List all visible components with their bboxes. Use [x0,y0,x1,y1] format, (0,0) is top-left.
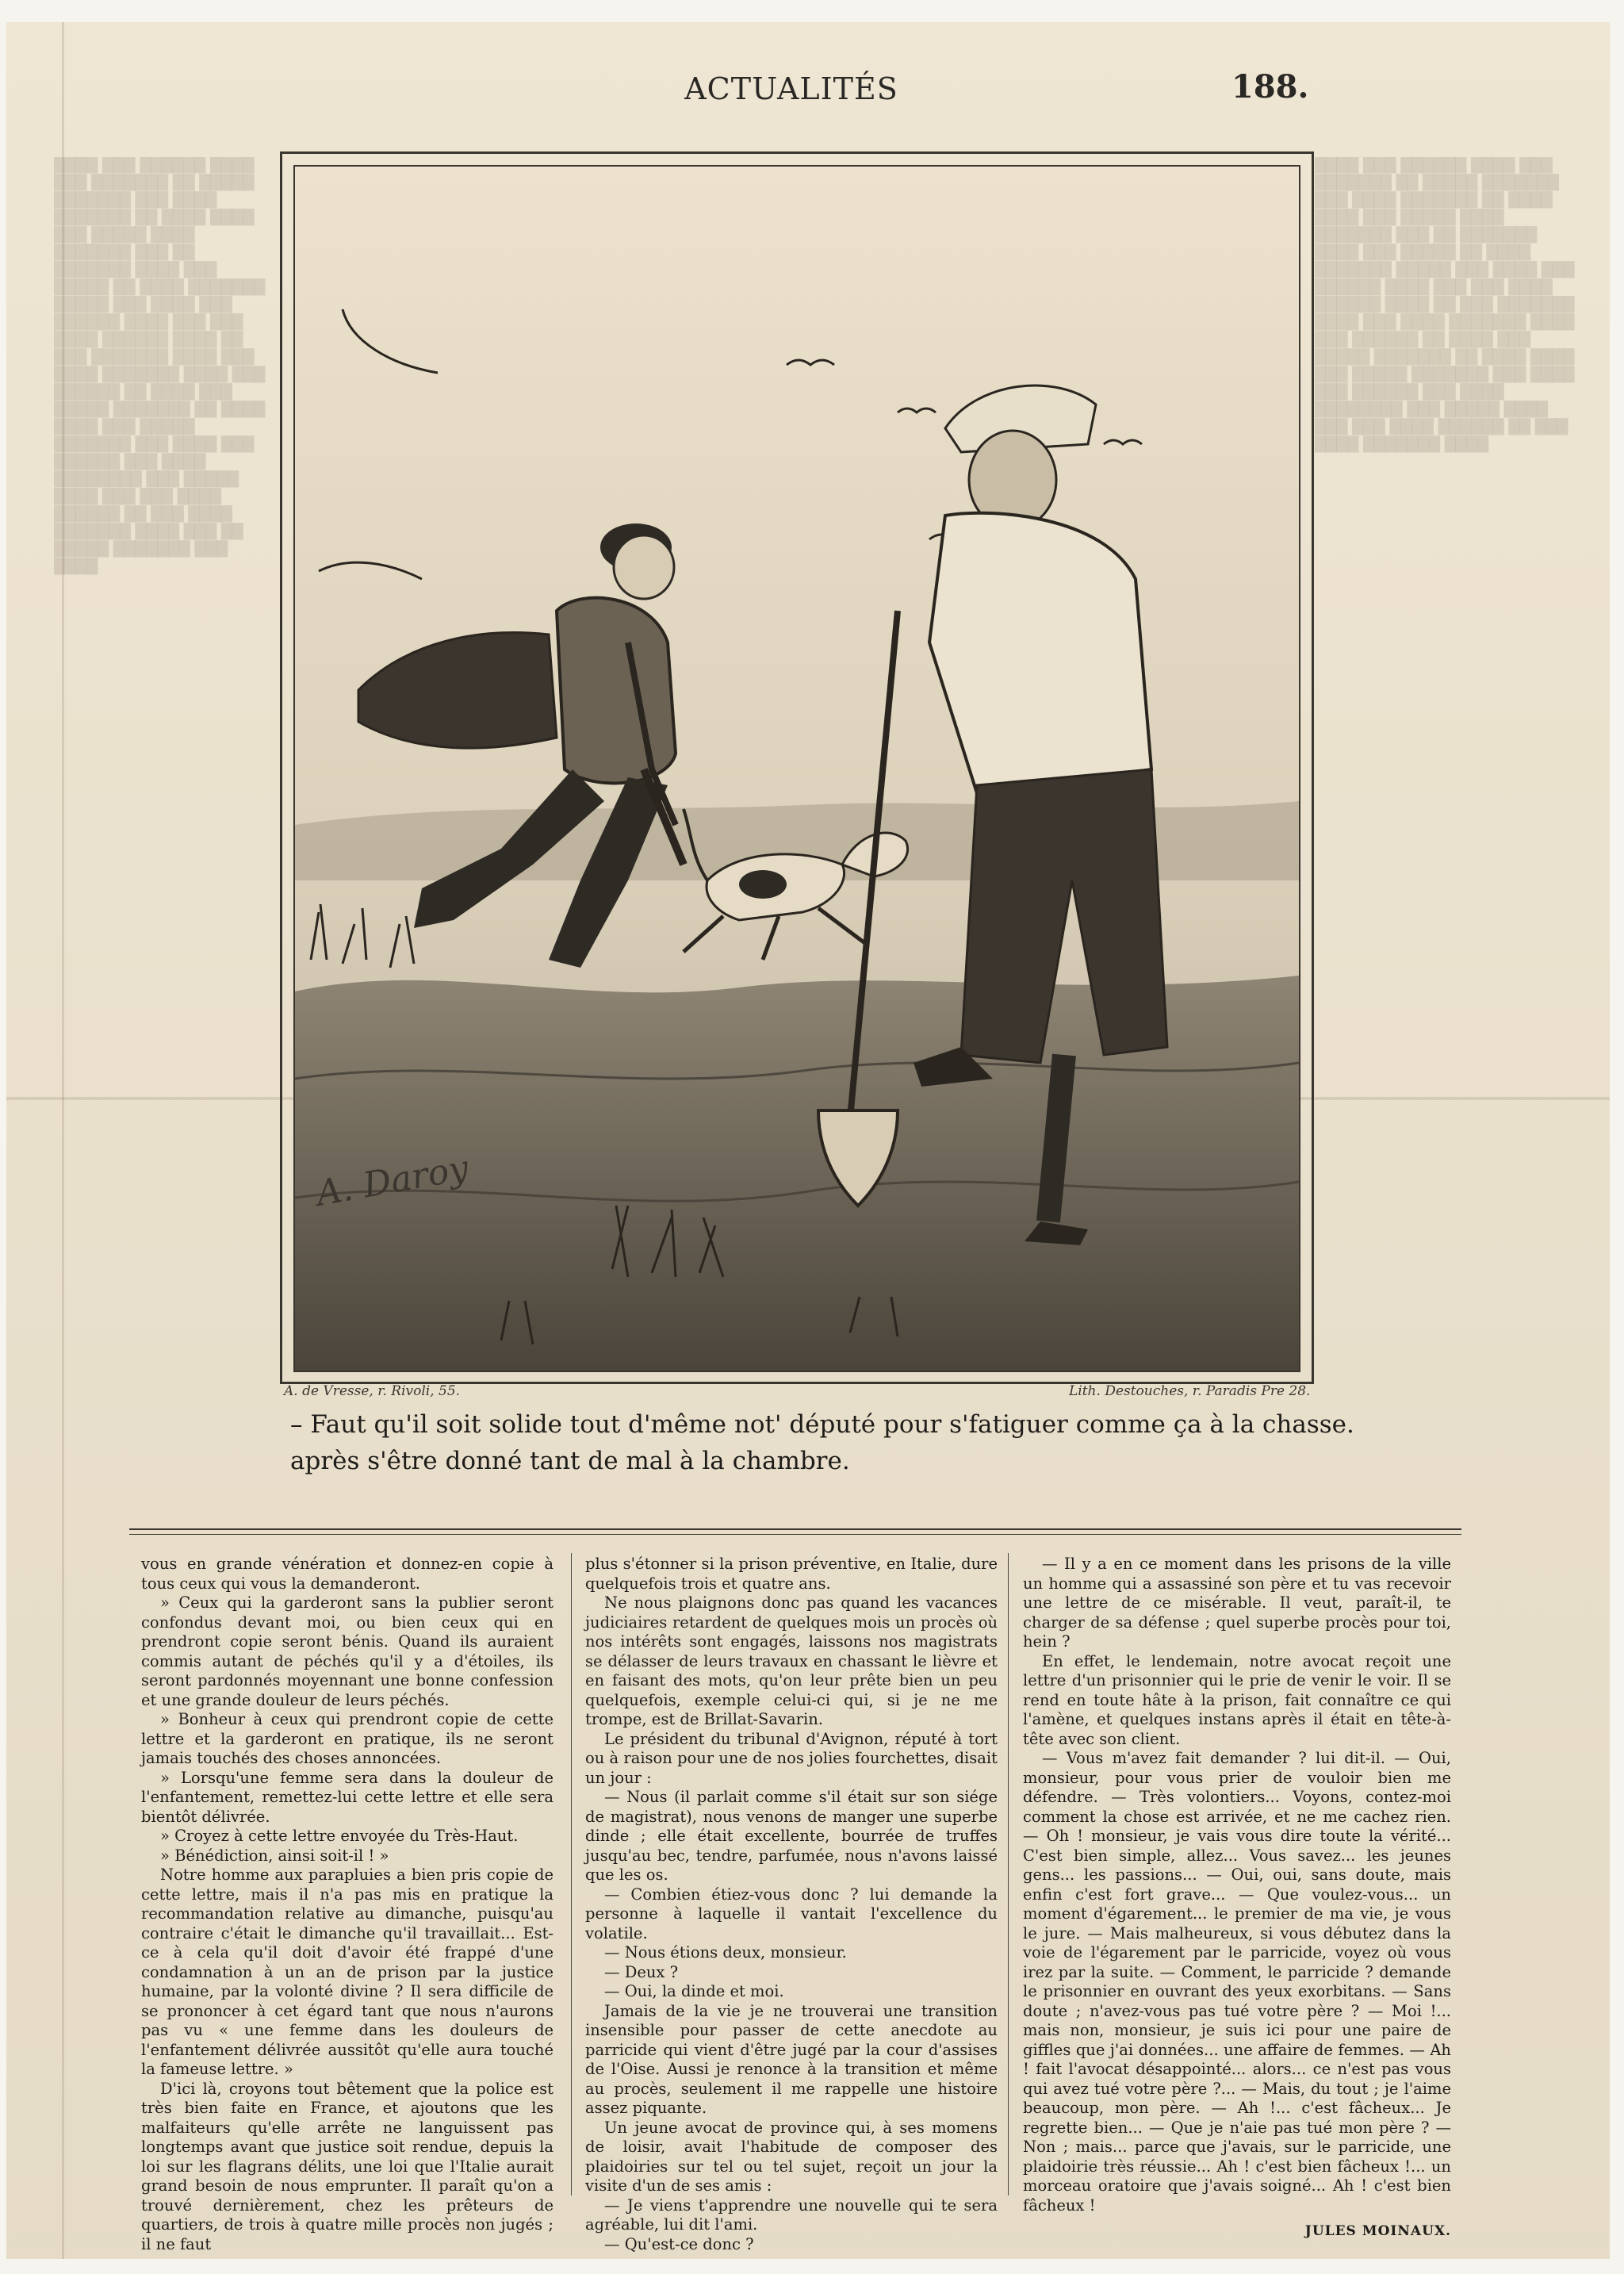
paragraph: » Croyez à cette lettre envoyée du Très-Haut. [160,1827,519,1845]
paragraph: » Bénédiction, ainsi soit-il ! » [160,1846,389,1865]
paragraph: — Nous (il parlait comme s'il était sur son siége de magistrat), nous venons de manger une superbe dinde ; elle était excellente, bourrée de truffes jusqu'au bec, tendre, parfumée, nous n'avons laissé que les os. [585,1788,998,1884]
paragraph: » Bonheur à ceux qui prendront copie de cette lettre et la garderont en pratique, ils ne seront jamais touchés des choses annoncées. [141,1710,553,1767]
paragraph: — Deux ? [604,1962,679,1981]
paragraph: — Vous m'avez fait demander ? lui dit-il. — Oui, monsieur, pour vous prier de vouloir bien me défendre. — Très volontiers... Voyons, contez-moi comment la chose est arrivée, et ne me cachez rien. — Oh ! monsieur, je vais vous dire toute la vérité... C'est bien simple, allez... Vous savez... les jeunes gens... les passions... — Oui, oui, sans doute, mais enfin c'est fort grave... — Que voulez-vous... un moment d'égarement... le premier de ma vie, je vous le jure. — Mais malheureux, si vous débutez dans la voie de l'égarement par le parricide, voyez où vous irez par la suite. — Comment, le parricide ? demande le prisonnier en ouvrant des yeux exorbitans. — Sans doute ; n'avez-vous pas tué votre père ? — Moi !... mais non, monsieur, je suis ici pour une paire de giffles que j'ai données... une affaire de femmes. — Ah ! fait l'avocat désappointé... alors... ce n'est pas vous qui avez tué votre père ?... — Mais, du tout ; je l'aime beaucoup, mon père. — Ah !... c'est fâcheux... Je regrette bien... — Que je n'aie pas tué mon père ? — Non ; mais... parce que j'avais, sur le parricide, une plaidoirie très réussie... Ah ! c'est bien fâcheux !... un morceau oratoire que j'avais soigné... Ah ! c'est bien fâcheux ! [1023,1749,1451,2215]
paragraph: D'ici là, croyons tout bêtement que la police est très bien faite en France, et ajoutons que les malfaiteurs qu'elle arrête ne languissent pas longtemps avant que justice soit rendue, depuis la loi sur les flagrans délits, une loi que l'Italie aurait grand besoin de nous emprunter. Il paraît qu'on a trouvé dernièrement, chez les prêteurs de quartiers, de trois à quatre mille procès non jugés ; il ne faut [141,2079,553,2253]
paragraph: — Combien étiez-vous donc ? lui demande la personne à laquelle il vantait l'excellence du volatile. [585,1885,998,1942]
paragraph: — Qu'est-ce donc ? [604,2234,754,2253]
text-column-3 [1023,1555,1451,2241]
column-divider-2 [1008,1553,1009,2195]
caption-line-1: – Faut qu'il soit solide tout d'même not' député pour s'fatiguer comme ça à la chasse. [290,1410,1354,1439]
paragraph: — Je viens t'apprendre une nouvelle qui te sera agréable, lui dit l'ami. [585,2195,998,2234]
paragraph: Notre homme aux parapluies a bien pris copie de cette lettre, mais il n'a pas mis en pratique la recommandation relative au dimanche, puisqu'au contraire c'était le dimanche qu'il travaillait... Est-ce à cela qu'il doit d'avoir été frappé d'une condamnation à un an de prison par la justice humaine, par la volonté divine ? Il sera difficile de se prononcer à cet égard tant que nous n'aurons pas vu « une femme dans les douleurs de l'enfantement délivrée aussitôt qu'elle aura touché la fameuse lettre. » [141,1866,553,2078]
column-rule-thin [129,1534,1461,1535]
artist-signature: A. Daroy [313,1147,472,1214]
paragraph: En effet, le lendemain, notre avocat reçoit une lettre d'un prisonnier qui le prie de venir le voir. Il se rend en toute hâte à la prison, fait connaître ce qui l'amène, et quelques instans après il était en tête-à-tête avec son client. [1023,1651,1451,1748]
page-header [6,22,1610,117]
running-title: ACTUALITÉS [684,71,898,106]
paragraph: — Nous étions deux, monsieur. [604,1943,847,1961]
paragraph: » Lorsqu'une femme sera dans la douleur de l'enfantement, remettez-lui cette lettre et elle sera bientôt délivrée. [141,1768,553,1826]
paragraph: plus s'étonner si la prison préventive, en Italie, dure quelquefois trois et quatre ans. [585,1555,998,1593]
lithograph-illustration [293,165,1300,1372]
paragraph: » Ceux qui la garderont sans la publier seront confondus devant moi, ou bien ceux qui en prendront copie seront bénis. Quand ils auraient commis autant de péchés qu'il y a d'étoiles, ils seront pardonnés moyennant une bonne confession et une grande douleur de leurs péchés. [141,1593,553,1709]
page-number: 188. [1231,68,1309,105]
hunting-scene-drawing [295,167,1299,1371]
paragraph: Le président du tribunal d'Avignon, réputé à tort ou à raison pour une de nos jolies fourchettes, disait un jour : [585,1729,998,1787]
show-through-right: ████ ███ ██████ ████ ███ ███████ ██ █████ ███████ ███ ████ ███████ ██ ████ ████ ███ █████ ████ ███████ ███ ██ ███████ ████ ███ █████ ██ ████ ███████ █████ ███ ████ ███ ██████ ████ ███ ███ ████ ██████ ████ ██ ███ ███████ ████ ███ ████ ███████ ████ ███ ██████ ██ ████ ███ █████ ███████ ██ ████ ████ ███ █████ ███████ ███ ████ ███ ██████ ███ ████ ████████ ███ █████ ████ ███ ███ ████ ██████ ██ ███ ████ ███████ ████ [1315,157,1575,453]
column-rule [129,1528,1461,1530]
paragraph: — Oui, la dinde et moi. [604,1982,784,2000]
show-through-left: ████ ███ ██████ ████ ███ ███████ ██ █████ ███████ ███ ████ ███████ ██ ████ ████ ███ █████ ████ ███████ ███ ██ ███████ ████ ███ █████ ██ ████ ███████ █████ ███ ████ ███ ██████ ████ ███ ███ ████ ██████ ████ ██ ███ ███████ ████ ███ ████ ███████ ████ ███ ██████ ██ ████ ███ █████ ███████ ██ ████ ████ ███ █████ ███████ ███ ████ ███ ██████ ███ ████ ████████ ███ █████ ████ ███ ███ ████ ██████ ██ ███ ████ ███████ ████ ███ ██ █████ ███████ ███ ████ [54,157,266,575]
text-column-1 [141,1555,553,2254]
caption-line-2: après s'être donné tant de mal à la chambre. [290,1447,850,1475]
paragraph: Jamais de la vie je ne trouverai une transition insensible pour passer de cette anecdote au parricide qui vient d'être jugé par la cour d'assises de l'Oise. Aussi je renonce à la transition et même au procès, seulement il me rappelle une histoire assez piquante. [585,2001,998,2117]
paragraph: — Il y a en ce moment dans les prisons de la ville un homme qui a assassiné son père et tu vas recevoir une lettre de ce misérable. Il veut, paraît-il, te charger de sa défense ; quel superbe procès pour toi, hein ? [1023,1555,1451,1651]
paragraph: Un jeune avocat de province qui, à ses momens de loisir, avait l'habitude de composer des plaidoiries sur tel ou tel sujet, reçoit un jour la visite d'un de ses amis : [585,2118,998,2195]
printer-imprint-right: Lith. Destouches, r. Paradis Pre 28. [1069,1383,1311,1399]
paragraph: vous en grande vénération et donnez-en copie à tous ceux qui vous la demanderont. [141,1555,553,1593]
text-column-2 [585,1555,998,2254]
column-divider-1 [571,1553,572,2195]
printer-imprint-left: A. de Vresse, r. Rivoli, 55. [284,1383,461,1399]
paragraph: Ne nous plaignons donc pas quand les vacances judiciaires retardent de quelques mois un procès où nos intérêts sont engagés, laissons nos magistrats se délasser de leurs travaux en chassant le lièvre et en faisant des mots, qu'on leur prête bien un peu quelquefois, exemple celui-ci qui, si je ne me trompe, est de Brillat-Savarin. [585,1593,998,1728]
author-signature: JULES MOINAUX. [1304,2223,1451,2239]
newspaper-sheet [6,22,1610,2259]
